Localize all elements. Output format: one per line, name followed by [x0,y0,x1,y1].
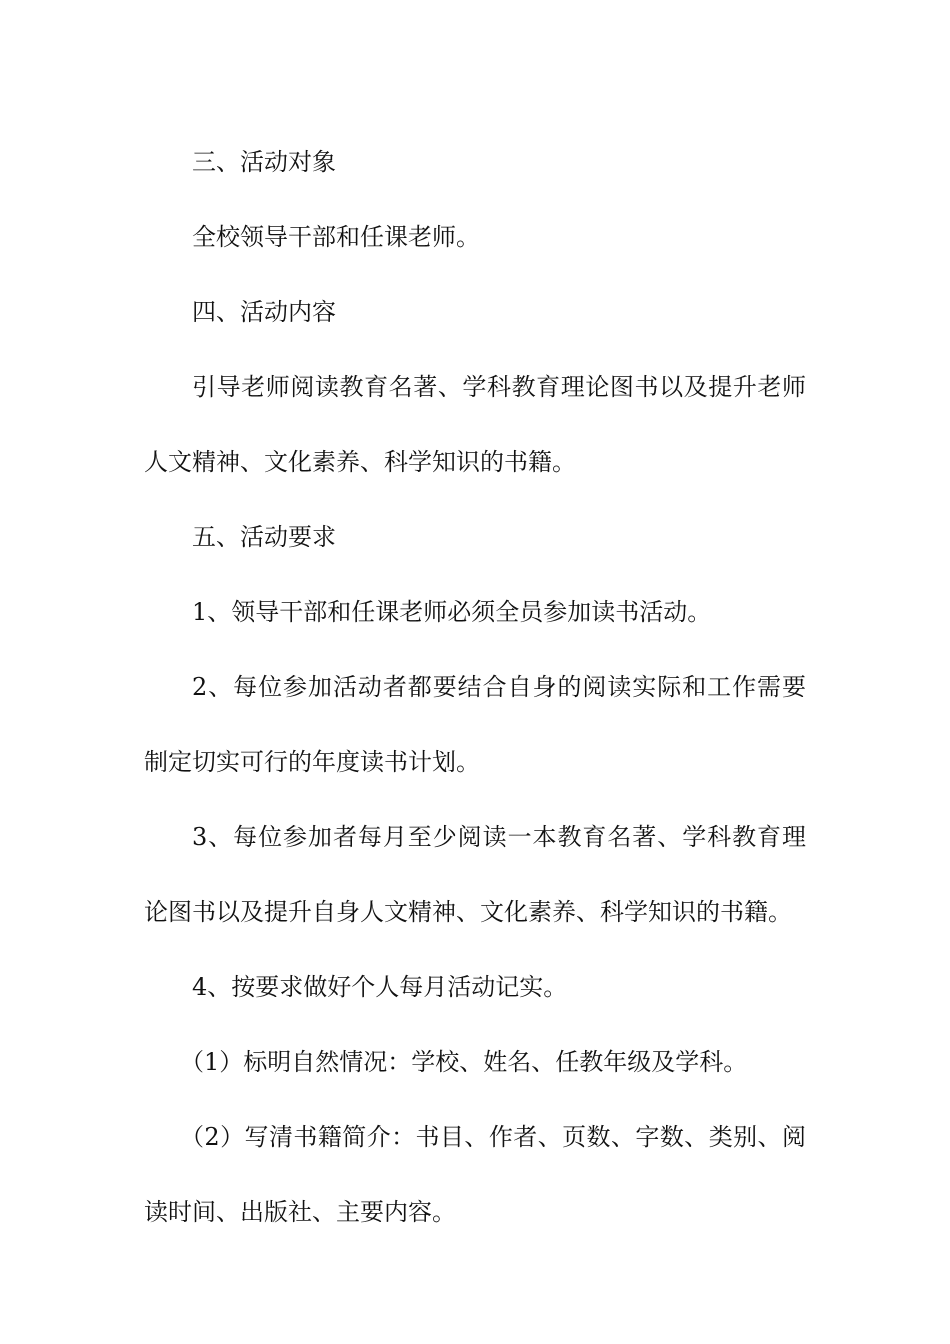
sub-item-natural-info: （1）标明自然情况：学校、姓名、任教年级及学科。 [180,1048,748,1076]
sub-item-book-summary: （2）写清书籍简介：书目、作者、页数、字数、类别、阅读时间、出版社、主要内容。 [144,1123,806,1226]
list-item-requirement-4: 4、按要求做好个人每月活动记实。 [192,973,568,1001]
list-item-requirement-2: 2、每位参加活动者都要结合自身的阅读实际和工作需要制定切实可行的年度读书计划。 [144,673,806,776]
section-heading-activity-content: 四、活动内容 [192,298,336,326]
section-heading-activity-requirements: 五、活动要求 [192,523,336,551]
document-body [144,125,806,1250]
section-heading-activity-target: 三、活动对象 [192,148,336,176]
paragraph-activity-content: 引导老师阅读教育名著、学科教育理论图书以及提升老师人文精神、文化素养、科学知识的书籍。 [144,373,806,476]
list-item-requirement-3: 3、每位参加者每月至少阅读一本教育名著、学科教育理论图书以及提升自身人文精神、文化素养、科学知识的书籍。 [144,823,806,926]
paragraph-activity-target: 全校领导干部和任课老师。 [192,223,480,251]
list-item-requirement-1: 1、领导干部和任课老师必须全员参加读书活动。 [192,598,712,626]
